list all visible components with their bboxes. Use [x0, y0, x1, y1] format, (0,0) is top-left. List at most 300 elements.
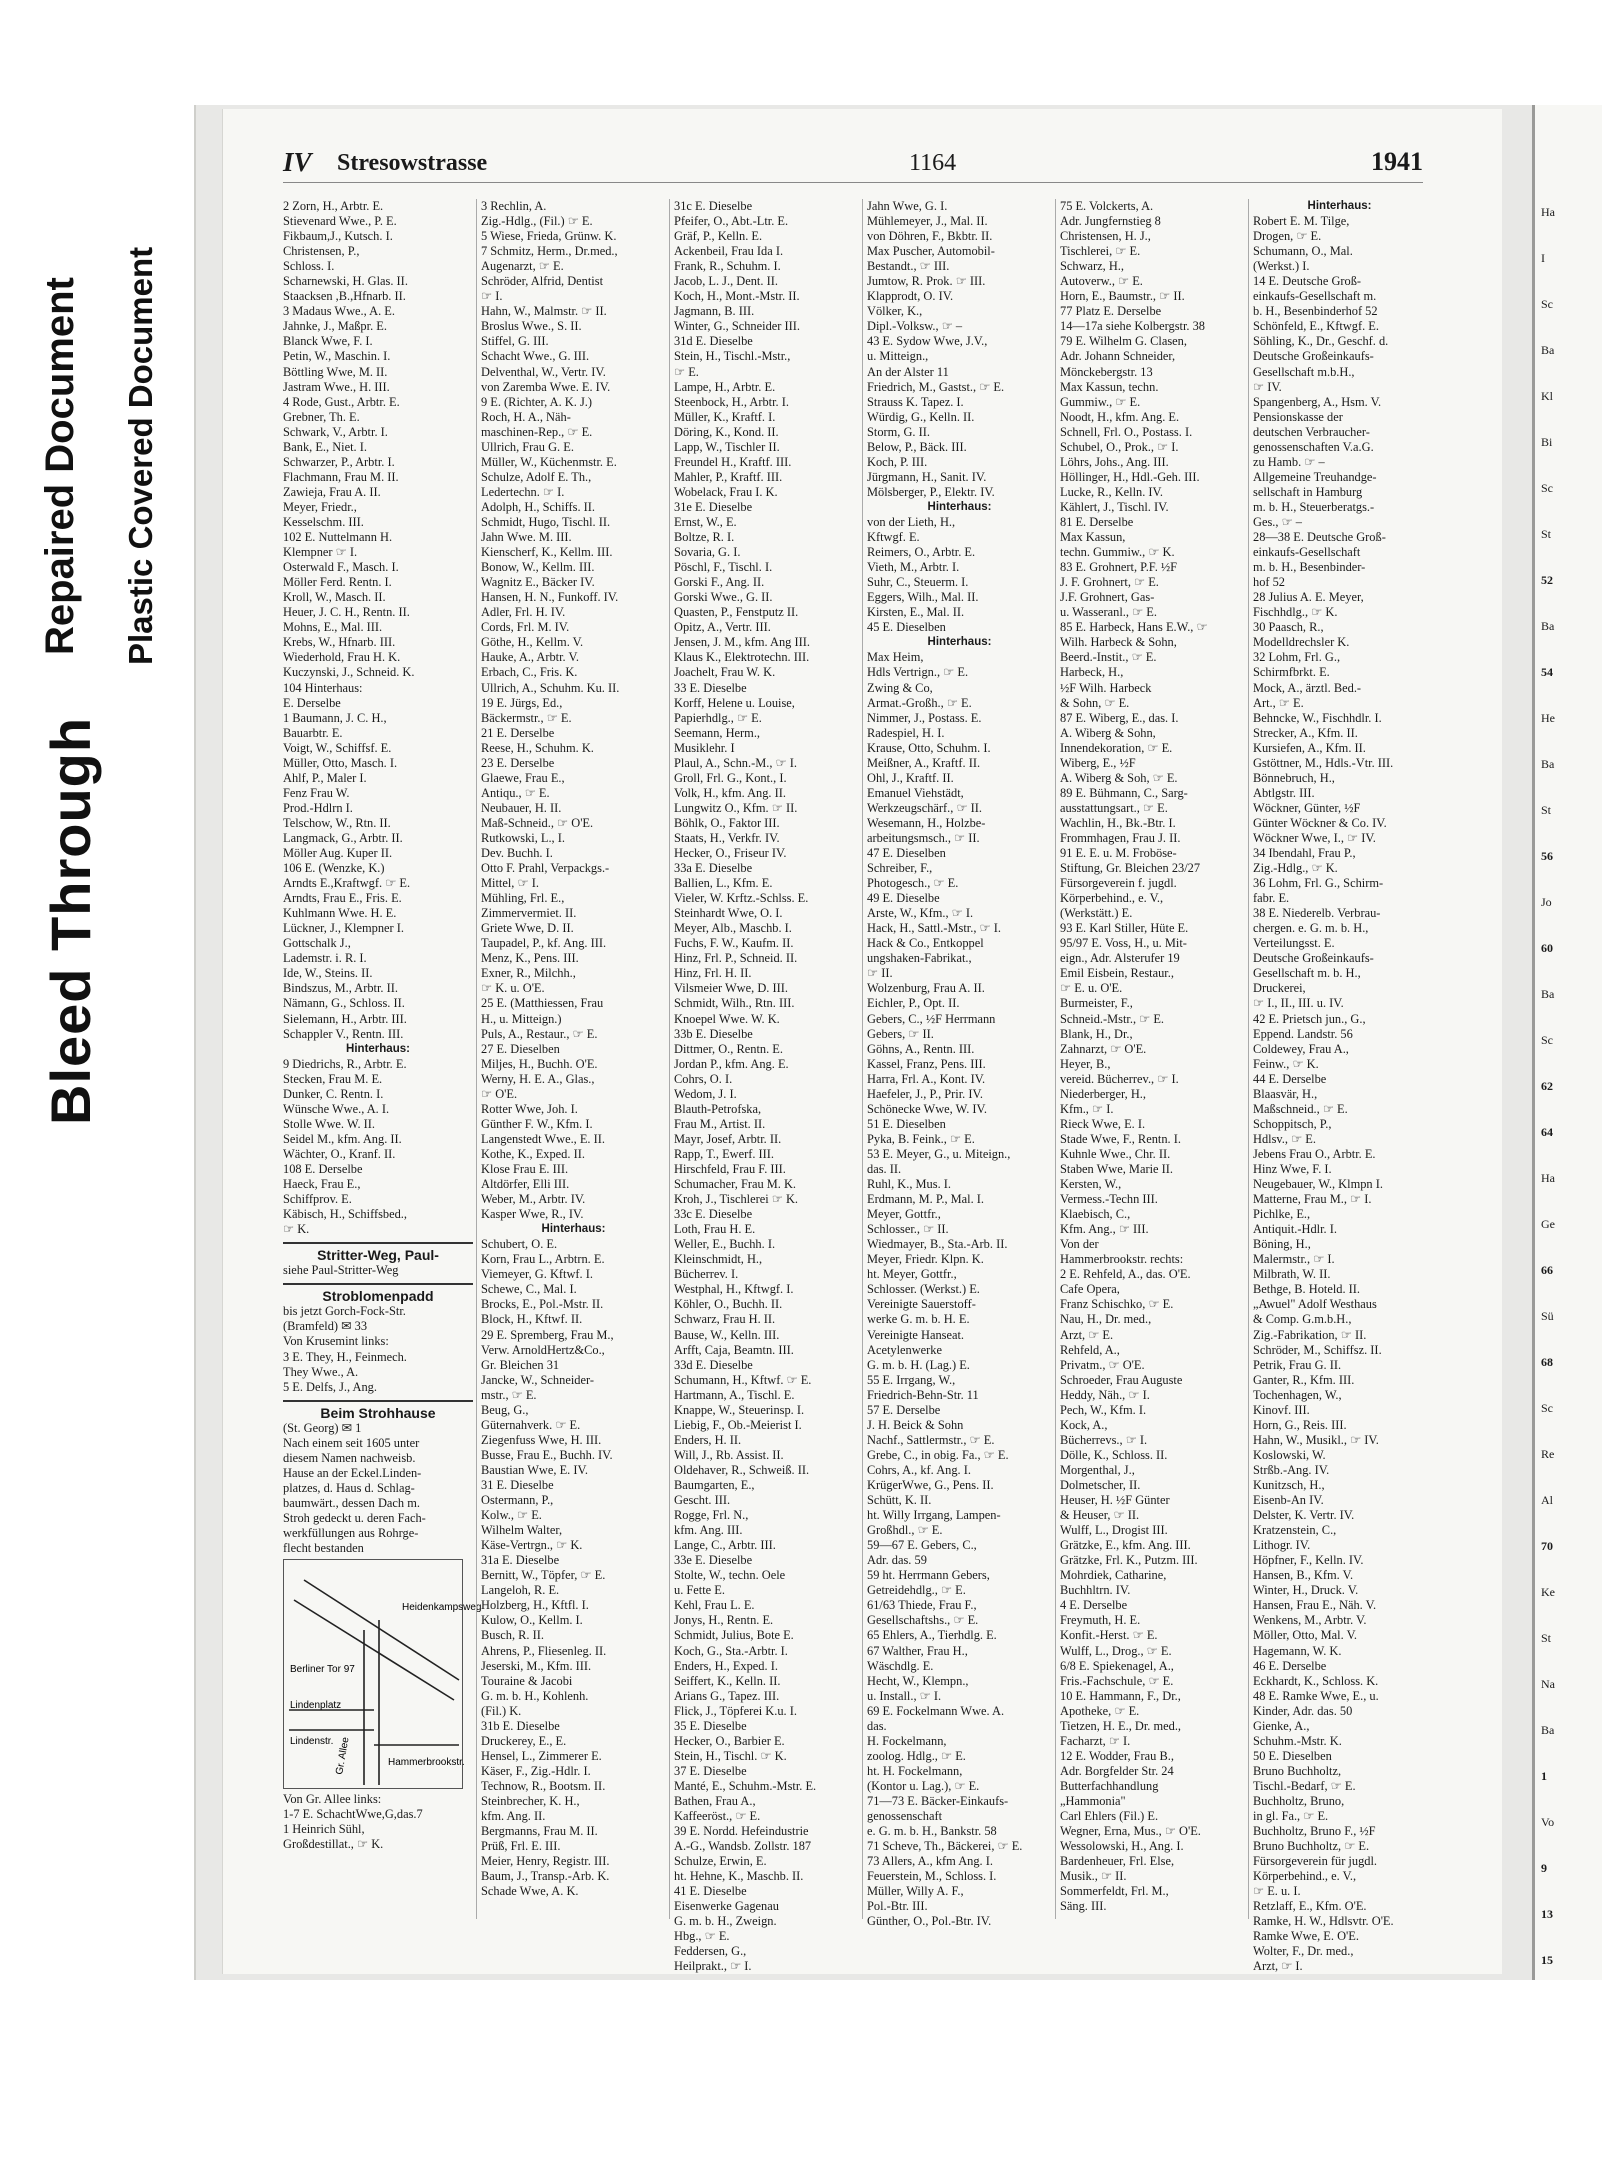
directory-entry: Enders, H., Exped. I.	[674, 1658, 778, 1673]
directory-entry: 65 Ehlers, A., Tierhdlg. E.	[867, 1628, 997, 1643]
directory-entry: 67 Walther, Frau H.,	[867, 1643, 968, 1658]
directory-entry: Zig.-Hdlg., (Fil.) ☞ E.	[481, 214, 593, 229]
directory-entry: Tietzen, H. E., Dr. med.,	[1060, 1718, 1182, 1733]
directory-entry: Kolw., ☞ E.	[481, 1508, 542, 1523]
directory-entry: Rehfeld, A.,	[1060, 1342, 1120, 1357]
directory-entry: Kassel, Franz, Pens. III.	[867, 1056, 986, 1071]
directory-entry: Modelldrechsler K.	[1253, 635, 1350, 650]
directory-entry: Wiederhold, Frau H. K.	[283, 650, 401, 665]
directory-entry: Feinw., ☞ K.	[1253, 1056, 1319, 1071]
directory-entry: ☞ E. u. O'E.	[1060, 981, 1123, 996]
directory-entry: e. G. m. b. H., Bankstr. 58	[867, 1824, 997, 1839]
directory-entry: Zawieja, Frau A. II.	[283, 484, 381, 499]
directory-entry: Schmidt, Hugo, Tischl. II.	[481, 514, 611, 529]
directory-entry: (St. Georg) ✉ 1	[283, 1420, 362, 1435]
directory-entry: 87 E. Wiberg, E., das. I.	[1060, 710, 1179, 725]
directory-entry: Pensionskasse der	[1253, 409, 1343, 424]
directory-entry: ☞ II.	[867, 966, 893, 981]
next-page-fragment: He	[1541, 711, 1555, 725]
directory-entry: Carl Ehlers (Fil.) E.	[1060, 1809, 1159, 1824]
directory-entry: Photogesch., ☞ E.	[867, 876, 959, 891]
directory-entry: Quasten, P., Fenstputz II.	[674, 605, 799, 620]
directory-entry: Kehl, Frau L. E.	[674, 1598, 755, 1613]
directory-entry: Klaebisch, C.,	[1060, 1207, 1131, 1222]
directory-entry: Stiffel, G. III.	[481, 334, 549, 349]
directory-entry: Hinz Wwe, F. I.	[1253, 1162, 1332, 1176]
directory-entry: Werny, H. E. A., Glas.,	[481, 1071, 595, 1086]
directory-entry: Wegner, Erna, Mus., ☞ O'E.	[1060, 1824, 1201, 1839]
directory-entry: 4 Rode, Gust., Arbtr. E.	[283, 394, 400, 409]
directory-entry: Wobelack, Frau I. K.	[674, 484, 778, 499]
directory-entry: ☞ O'E.	[481, 1086, 518, 1101]
directory-entry: Augenarzt, ☞ E.	[481, 259, 564, 274]
directory-entry: Bauarbtr. E.	[283, 725, 343, 740]
next-page-fragment: 9	[1541, 1861, 1547, 1875]
directory-entry: Ges., ☞ –	[1253, 514, 1302, 529]
directory-entry: Verteilungsst. E.	[1253, 936, 1335, 951]
street-section-title: Beim Strohhause	[320, 1404, 436, 1421]
directory-entry: Hensel, L., Zimmerer E.	[481, 1748, 602, 1763]
directory-entry: H. Fockelmann,	[867, 1733, 947, 1748]
directory-entry: Gesellschaft m. b. H.,	[1253, 966, 1361, 981]
directory-entry: Vilsmeier Wwe, D. III.	[674, 981, 788, 996]
directory-entry: 73 Allers, A., kfm Ang. I.	[867, 1854, 993, 1869]
directory-entry: Wulff, L., Drogist III.	[1060, 1523, 1168, 1538]
directory-entry: Reimers, O., Arbtr. E.	[867, 545, 976, 560]
directory-entry: Kroh, J., Tischlerei ☞ K.	[674, 1192, 799, 1207]
directory-entry: techn. Gummiw., ☞ K.	[1060, 545, 1175, 560]
directory-entry: Klaus K., Elektrotechn. III.	[674, 650, 810, 665]
directory-entry: Löhrs, Johs., Ang. III.	[1060, 454, 1169, 469]
directory-entry: Rogge, Frl. N.,	[674, 1508, 749, 1523]
directory-entry: Wünsche Wwe., A. I.	[283, 1101, 390, 1116]
directory-entry: 102 E. Nuttelmann H.	[283, 530, 393, 545]
directory-entry: 2 E. Rehfeld, A., das. O'E.	[1060, 1267, 1191, 1282]
directory-entry: Wöckner Wwe, I., ☞ IV.	[1253, 830, 1376, 845]
directory-entry: Käbisch, H., Schiffsbed.,	[283, 1207, 408, 1222]
directory-entry: Bäckermstr., ☞ E.	[481, 710, 572, 725]
directory-entry: 55 E. Irrgang, W.,	[867, 1372, 956, 1387]
directory-entry: Meißner, A., Kraftf. II.	[867, 755, 981, 770]
directory-entry: Max Kassun, techn.	[1060, 379, 1159, 394]
directory-entry: Opitz, A., Vertr. III.	[674, 620, 771, 635]
directory-entry: Klose Frau E. III.	[481, 1162, 569, 1176]
directory-entry: sellschaft in Hamburg	[1253, 484, 1363, 499]
directory-entry: Bücherrevs., ☞ I.	[1060, 1432, 1148, 1447]
directory-entry: Schacht Wwe., G. III.	[481, 349, 590, 364]
directory-entry: Heuser, H. ½F Günter	[1060, 1493, 1170, 1508]
directory-entry: 5 E. Delfs, J., Ang.	[283, 1379, 377, 1394]
section-rule	[283, 1400, 473, 1402]
directory-entry: Feuerstein, M., Schloss. I.	[867, 1869, 997, 1884]
directory-entry: A.-G., Wandsb. Zollstr. 187	[674, 1839, 812, 1854]
directory-entry: Bathen, Frau A.,	[674, 1793, 756, 1808]
directory-entry: werke G. m. b. H. E.	[867, 1312, 970, 1327]
directory-entry: Lückner, J., Klempner I.	[283, 921, 404, 936]
directory-entry: Gottschalk J.,	[283, 936, 351, 951]
directory-entry: Werkzeugschärf., ☞ II.	[867, 800, 983, 815]
directory-entry: Kuhlmann Wwe. H. E.	[283, 906, 397, 921]
directory-entry: Brocks, E., Pol.-Mstr. II.	[481, 1297, 604, 1312]
directory-entry: 9 E. (Richter, A. K. J.)	[481, 394, 593, 409]
next-page-fragment: Ba	[1541, 619, 1555, 633]
directory-entry: Maß-Schneid., ☞ O'E.	[481, 815, 594, 830]
directory-entry: Adr. Jungfernstieg 8	[1060, 214, 1161, 229]
directory-entry: Hecker, O., Barbier E.	[674, 1733, 785, 1748]
directory-entry: mstr., ☞ E.	[481, 1387, 537, 1402]
page-number: 1164	[909, 150, 957, 176]
directory-entry: Petrik, Frau G. II.	[1253, 1357, 1342, 1372]
directory-entry: Buchhltrn. IV.	[1060, 1583, 1131, 1598]
directory-entry: ht. H. Fockelmann,	[867, 1763, 963, 1778]
directory-page	[222, 109, 1502, 1974]
directory-entry: Freymuth, H. E.	[1060, 1613, 1141, 1628]
directory-entry: Lampe, H., Arbtr. E.	[674, 379, 776, 394]
directory-entry: Wilh. Harbeck & Sohn,	[1060, 635, 1177, 650]
directory-entry: Schreiber, F.,	[867, 861, 933, 876]
directory-entry: 14—17a siehe Kolbergstr. 38	[1060, 319, 1205, 334]
directory-entry: Hagemann, W. K.	[1253, 1643, 1342, 1658]
directory-entry: Schulze, Erwin, E.	[674, 1854, 767, 1869]
directory-entry: Jebens Frau O., Arbtr. E.	[1253, 1146, 1376, 1161]
street-section-title: Stroblomenpadd	[322, 1288, 434, 1305]
directory-entry: Hdlsv., ☞ E.	[1253, 1131, 1316, 1146]
directory-entry: Dunker, C. Rentn. I.	[283, 1086, 384, 1101]
directory-entry: Eckhardt, K., Schloss. K.	[1253, 1673, 1379, 1688]
directory-entry: bis jetzt Gorch-Fock-Str.	[283, 1304, 406, 1319]
directory-entry: Hansen, B., Kfm. V.	[1253, 1568, 1354, 1583]
directory-entry: Schönfeld, E., Kftwgf. E.	[1253, 319, 1379, 334]
directory-entry: das. II.	[867, 1162, 902, 1176]
map-label: Lindenplatz	[290, 1700, 342, 1712]
directory-entry: 34 Ibendahl, Frau P.,	[1253, 846, 1356, 861]
directory-entry: 83 E. Grohnert, P.F. ½F	[1060, 560, 1178, 575]
directory-entry: Scharnewski, H. Glas. II.	[283, 274, 408, 289]
directory-entry: Von der	[1060, 1237, 1099, 1252]
directory-entry: Ballien, L., Kfm. E.	[674, 876, 773, 891]
directory-entry: Neugebauer, W., Klmpn I.	[1253, 1177, 1383, 1192]
directory-entry: 95/97 E. Voss, H., u. Mit-	[1060, 936, 1187, 951]
directory-entry: They Wwe., A.	[283, 1364, 359, 1379]
directory-entry: ☞ E.	[674, 364, 699, 379]
directory-entry: Prod.-Hdlrn I.	[283, 800, 353, 815]
directory-entry: Güternahverk. ☞ E.	[481, 1417, 581, 1432]
directory-entry: Schumacher, Frau M. K.	[674, 1177, 797, 1192]
directory-entry: Busse, Frau E., Buchh. IV.	[481, 1447, 613, 1462]
directory-entry: 69 E. Fockelmann Wwe. A.	[867, 1703, 1005, 1718]
directory-entry: Eisenwerke Gagenau	[674, 1899, 779, 1914]
directory-entry: das.	[867, 1718, 887, 1733]
directory-entry: Hinz, Frl. P., Schneid. II.	[674, 951, 798, 966]
directory-entry: Acetylenwerke	[867, 1342, 942, 1357]
directory-entry: Heddy, Näh., ☞ I.	[1060, 1387, 1150, 1402]
directory-entry: (Bramfeld) ✉ 33	[283, 1319, 368, 1334]
directory-entry: Ramke, H. W., Hdlsvtr. O'E.	[1253, 1914, 1394, 1929]
directory-entry: 48 E. Ramke Wwe, E., u.	[1253, 1688, 1379, 1703]
directory-entry: Seemann, Herm.,	[674, 725, 761, 740]
directory-entry: 37 E. Dieselbe	[674, 1763, 747, 1778]
directory-entry: Dev. Buchh. I.	[481, 846, 553, 861]
directory-entry: Staben Wwe, Marie II.	[1060, 1162, 1173, 1176]
directory-entry: baumwärt., dessen Dach m.	[283, 1495, 420, 1510]
next-page-fragment: Sc	[1541, 481, 1553, 495]
directory-entry: Apotheke, ☞ E.	[1060, 1703, 1140, 1718]
directory-entry: Bruno Buchholtz, ☞ E.	[1253, 1839, 1370, 1854]
next-page-fragment: 54	[1541, 665, 1553, 679]
directory-entry: Zwing & Co,	[867, 680, 933, 695]
directory-entry: Schewe, C., Mal. I.	[481, 1282, 577, 1297]
directory-entry: Kleinschmidt, H.,	[674, 1252, 763, 1267]
directory-entry: 39 E. Nordd. Hefeindustrie	[674, 1824, 809, 1839]
directory-entry: Innendekoration, ☞ E.	[1060, 740, 1173, 755]
directory-entry: Wächter, O., Kranf. II.	[283, 1146, 396, 1161]
directory-entry: Verw. ArnoldHertz&Co.,	[481, 1342, 605, 1357]
directory-entry: Bönnebruch, H.,	[1253, 770, 1335, 785]
directory-entry: Schlosser., ☞ II.	[867, 1222, 949, 1237]
directory-entry: Altdörfer, Elli III.	[481, 1177, 570, 1192]
next-page-edge	[1532, 105, 1602, 1980]
directory-entry: Delster, K. Vertr. IV.	[1253, 1508, 1355, 1523]
directory-entry: Bonow, W., Kellm. III.	[481, 560, 595, 575]
directory-entry: Ullrich, A., Schuhm. Ku. II.	[481, 680, 620, 695]
directory-entry: Möller Aug. Kuper II.	[283, 846, 393, 861]
directory-entry: 75 E. Volckerts, A.	[1060, 199, 1154, 213]
directory-entry: Koslowski, W.	[1253, 1447, 1326, 1462]
directory-columns	[283, 199, 1423, 1974]
directory-entry: Arians G., Tapez. III.	[674, 1688, 780, 1703]
directory-entry: Facharzt, ☞ I.	[1060, 1733, 1131, 1748]
directory-entry: Schloss. I.	[283, 259, 335, 274]
directory-entry: Staacksen ,B.,Hfnarb. II.	[283, 289, 406, 304]
directory-entry: Stolle Wwe. W. II.	[283, 1116, 376, 1131]
directory-entry: 1 Heinrich Sühl,	[283, 1822, 365, 1837]
directory-entry: Jumtow, R. Prok. ☞ III.	[867, 274, 986, 289]
directory-entry: Spangenberg, A., Hsm. V.	[1253, 394, 1382, 409]
directory-entry: Kulow, O., Kellm. I.	[481, 1613, 583, 1628]
directory-entry: Baum, J., Transp.-Arb. K.	[481, 1869, 610, 1884]
directory-entry: Hirschfeld, Frau F. III.	[674, 1162, 786, 1176]
directory-entry: Stecken, Frau M. E.	[283, 1071, 383, 1086]
directory-entry: Kesselschm. III.	[283, 514, 364, 529]
directory-entry: 81 E. Derselbe	[1060, 514, 1134, 529]
directory-entry: Bergmanns, Frau M. II.	[481, 1824, 598, 1839]
directory-entry: Frank, R., Schuhm. I.	[674, 259, 781, 274]
directory-entry: Allgemeine Treuhandge-	[1253, 469, 1377, 484]
directory-entry: ☞ E. u. I.	[1253, 1884, 1301, 1899]
directory-entry: 27 E. Dieselben	[481, 1041, 560, 1056]
directory-entry: Kock, A.,	[1060, 1417, 1108, 1432]
directory-entry: (Werkst.) I.	[1253, 259, 1310, 274]
directory-entry: Friedrich-Behn-Str. 11	[867, 1387, 979, 1402]
directory-entry: Jacob, L. J., Dent. II.	[674, 274, 778, 289]
directory-entry: Nach einem seit 1605 unter	[283, 1435, 420, 1450]
directory-entry: Max Puscher, Automobil-	[867, 244, 995, 259]
directory-entry: Hahn, W., Musikl., ☞ IV.	[1253, 1432, 1379, 1447]
directory-entry: Krause, Otto, Schuhm. I.	[867, 740, 991, 755]
directory-entry: Hansen, Frau E., Näh. V.	[1253, 1598, 1377, 1613]
directory-entry: Ziegenfuss Wwe, H. III.	[481, 1432, 602, 1447]
street-map-drawing	[284, 1560, 482, 1788]
next-page-fragment: Sc	[1541, 1401, 1553, 1415]
directory-entry: Gienke, A.,	[1253, 1718, 1310, 1733]
directory-entry: Pfeifer, O., Abt.-Ltr. E.	[674, 214, 789, 229]
directory-entry: Wiberg, E., ½F	[1060, 755, 1136, 770]
directory-entry: Mittel, ☞ I.	[481, 876, 539, 891]
directory-entry: Zahnarzt, ☞ O'E.	[1060, 1041, 1147, 1056]
next-page-fragment: Sü	[1541, 1309, 1554, 1323]
rear-building-heading: Hinterhaus:	[541, 1223, 606, 1236]
directory-entry: Gr. Bleichen 31	[481, 1357, 560, 1372]
directory-entry: Roch, H. A., Näh-	[481, 409, 571, 424]
year: 1941	[1371, 147, 1423, 176]
directory-entry: Hansen, H. N., Funkoff. IV.	[481, 590, 619, 605]
directory-entry: Busch, R. II.	[481, 1628, 544, 1643]
directory-entry: Malermstr., ☞ I.	[1253, 1252, 1335, 1267]
rear-building-heading: Hinterhaus:	[927, 636, 992, 649]
directory-entry: Böhlk, O., Faktor III.	[674, 815, 780, 830]
directory-entry: Klempner ☞ I.	[283, 545, 358, 560]
directory-entry: Meyer, Gottfr.,	[867, 1207, 941, 1222]
directory-entry: Möller Ferd. Rentn. I.	[283, 575, 392, 590]
directory-entry: Stein, H., Tischl.-Mstr.,	[674, 349, 791, 364]
directory-entry: 41 E. Dieselbe	[674, 1884, 747, 1899]
directory-entry: Schütt, K. II.	[867, 1493, 932, 1508]
directory-entry: Langmack, G., Arbtr. II.	[283, 830, 403, 845]
next-page-fragment: Sc	[1541, 297, 1553, 311]
directory-entry: Exner, R., Milchh.,	[481, 966, 576, 981]
directory-entry: Blanck Wwe, F. I.	[283, 334, 373, 349]
directory-entry: Schlosser. (Werkst.) E.	[867, 1282, 980, 1297]
next-page-fragment: St	[1541, 803, 1552, 817]
directory-entry: Winter, G., Schneider III.	[674, 319, 800, 334]
directory-entry: 45 E. Dieselben	[867, 620, 946, 635]
directory-entry: Kirsten, E., Mal. II.	[867, 605, 965, 620]
directory-entry: E. Derselbe	[283, 695, 341, 710]
directory-entry: Hack, H., Sattl.-Mstr., ☞ I.	[867, 921, 1001, 936]
directory-entry: Harra, Frl. A., Kont. IV.	[867, 1071, 986, 1086]
directory-entry: Würdig, G., Kelln. II.	[867, 409, 975, 424]
directory-entry: Reese, H., Schuhm. K.	[481, 740, 594, 755]
directory-entry: werkfüllungen aus Rohrge-	[283, 1526, 419, 1541]
directory-entry: Osterwald F., Masch. I.	[283, 560, 399, 575]
directory-entry: 2 Zorn, H., Arbtr. E.	[283, 199, 384, 213]
directory-entry: 49 E. Dieselbe	[867, 891, 940, 906]
directory-entry: Hecker, O., Friseur IV.	[674, 846, 787, 861]
directory-entry: Eppend. Landstr. 56	[1253, 1026, 1353, 1041]
directory-entry: Pichlke, E.,	[1253, 1207, 1311, 1222]
directory-entry: Feddersen, G.,	[674, 1944, 747, 1959]
next-page-fragment: Vo	[1541, 1815, 1555, 1829]
directory-entry: Gebers, ☞ II.	[867, 1026, 934, 1041]
directory-entry: Ledertechn. ☞ I.	[481, 484, 565, 499]
directory-entry: Viemeyer, G. Kftwf. I.	[481, 1267, 593, 1282]
directory-entry: Emil Eisbein, Restaur.,	[1060, 966, 1174, 981]
directory-entry: Mahler, P., Kraftf. III.	[674, 469, 783, 484]
directory-entry: von Döhren, F., Bkbtr. II.	[867, 229, 993, 244]
directory-entry: Kuczynski, J., Schneid. K.	[283, 665, 415, 680]
directory-entry: Groll, Frl. G., Kont., I.	[674, 770, 787, 785]
directory-entry: ht. Hehne, K., Maschb. II.	[674, 1869, 804, 1884]
directory-entry: Fuchs, F. W., Kaufm. II.	[674, 936, 794, 951]
directory-entry: Bücherrev. I.	[674, 1267, 739, 1282]
directory-entry: 59—67 E. Gebers, C.,	[867, 1538, 977, 1553]
directory-entry: Druckerey, E., E.	[481, 1733, 567, 1748]
directory-entry: 30 Paasch, R.,	[1253, 620, 1324, 635]
directory-entry: von der Lieth, H.,	[867, 514, 956, 529]
directory-entry: Knoepel Wwe. W. K.	[674, 1011, 780, 1026]
directory-entry: Buchholtz, Bruno F., ½F	[1253, 1824, 1376, 1839]
directory-entry: Gorski Wwe., G. II.	[674, 590, 773, 605]
directory-entry: Schmidt, Julius, Bote E.	[674, 1628, 794, 1643]
directory-entry: Privatm., ☞ O'E.	[1060, 1357, 1145, 1372]
directory-entry: An der Alster 11	[867, 364, 949, 379]
directory-entry: Döring, K., Kond. II.	[674, 424, 779, 439]
directory-entry: Adr. Johann Schneider,	[1060, 349, 1176, 364]
rear-building-heading: Hinterhaus:	[927, 500, 992, 513]
next-page-fragment: Ke	[1541, 1585, 1555, 1599]
directory-entry: 43 E. Sydow Wwe, J.V.,	[867, 334, 988, 349]
directory-entry: Hartmann, A., Tischl. E.	[674, 1387, 795, 1402]
directory-entry: Strecker, A., Kfm. II.	[1253, 725, 1358, 740]
directory-entry: Storm, G. II.	[867, 424, 930, 439]
directory-entry: Grätzke, E., kfm. Ang. III.	[1060, 1538, 1191, 1553]
directory-entry: Grätzke, Frl. K., Putzm. III.	[1060, 1553, 1198, 1568]
next-page-fragment: 60	[1541, 941, 1553, 955]
directory-entry: Cafe Opera,	[1060, 1282, 1120, 1297]
directory-entry: 38 E. Niederelb. Verbrau-	[1253, 906, 1381, 921]
section-rule	[283, 1242, 473, 1244]
directory-entry: kfm. Ang. III.	[674, 1523, 743, 1538]
directory-entry: Schade Wwe, A. K.	[481, 1884, 579, 1899]
directory-entry: Bestandt., ☞ III.	[867, 259, 950, 274]
directory-entry: J. F. Grohnert, ☞ E.	[1060, 575, 1159, 590]
directory-entry: 71—73 E. Bäcker-Einkaufs-	[867, 1793, 1009, 1808]
directory-entry: ht. Willy Irrgang, Lampen-	[867, 1508, 1001, 1523]
directory-entry: Langeloh, R. E.	[481, 1583, 560, 1598]
directory-entry: Horn, E., Baumstr., ☞ II.	[1060, 289, 1185, 304]
directory-entry: J.F. Grohnert, Gas-	[1060, 590, 1155, 605]
directory-entry: Kunitzsch, H.,	[1253, 1477, 1325, 1492]
directory-entry: 106 E. (Wenzke, K.)	[283, 861, 385, 876]
directory-entry: Staats, H., Verkfr. IV.	[674, 830, 780, 845]
directory-entry: 33c E. Dieselbe	[674, 1207, 753, 1222]
directory-entry: Stievenard Wwe., P. E.	[283, 214, 397, 229]
directory-entry: Kfm. Ang., ☞ III.	[1060, 1222, 1149, 1237]
directory-entry: Boltze, R. I.	[674, 530, 735, 545]
directory-entry: Ostermann, P.,	[481, 1493, 554, 1508]
directory-entry: Zig.-Fabrikation, ☞ II.	[1253, 1327, 1367, 1342]
directory-entry: Fürsorgeverein f. jugdl.	[1060, 876, 1177, 891]
directory-entry: Stroh gedeckt u. deren Fach-	[283, 1510, 426, 1525]
directory-entry: Hack & Co., Entkoppel	[867, 936, 984, 951]
directory-entry: zu Hamb. ☞ –	[1253, 454, 1325, 469]
directory-entry: Schröder, Alfrid, Dentist	[481, 274, 604, 289]
rear-building-heading: Hinterhaus:	[1307, 200, 1372, 212]
street-section-title: Stritter-Weg, Paul-	[317, 1247, 439, 1264]
directory-entry: (Fil.) K.	[481, 1703, 522, 1718]
directory-entry: Pyka, B. Feink., ☞ E.	[867, 1131, 975, 1146]
directory-entry: Gebers, C., ½F Herrmann	[867, 1011, 996, 1026]
directory-entry: Vereinigte Hanseat.	[867, 1327, 965, 1342]
directory-entry: Emanuel Viehstädt,	[867, 785, 964, 800]
directory-entry: Knappe, W., Steuerinsp. I.	[674, 1402, 805, 1417]
directory-entry: Kursiefen, A., Kfm. II.	[1253, 740, 1366, 755]
directory-entry: Antiqu., ☞ E.	[481, 785, 550, 800]
directory-entry: Tochenhagen, W.,	[1253, 1387, 1342, 1402]
directory-entry: Beerd.-Instit., ☞ E.	[1060, 650, 1157, 665]
directory-entry: „Hammonia"	[1060, 1793, 1126, 1808]
directory-entry: Ide, W., Steins. II.	[283, 966, 373, 981]
